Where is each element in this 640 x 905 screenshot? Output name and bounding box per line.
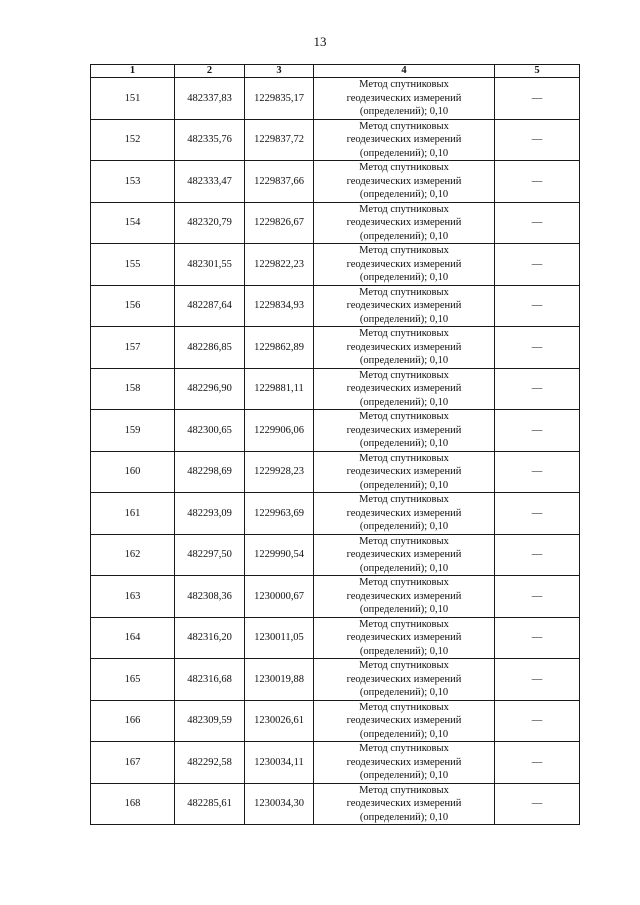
method-text: Метод спутниковых геодезических измерений (определений); 0,10	[346, 245, 462, 283]
note-cell	[495, 285, 580, 327]
y-coordinate-cell: 1230019,88	[245, 659, 314, 701]
point-number-cell: 154	[91, 202, 175, 244]
method-cell	[314, 742, 495, 784]
table-row	[91, 410, 580, 452]
method-cell	[314, 493, 495, 535]
x-coordinate-cell: 482292,58	[175, 742, 245, 784]
y-coordinate-cell: 1230026,61	[245, 700, 314, 742]
y-coordinate-cell: 1229906,06	[245, 410, 314, 452]
method-text: Метод спутниковых геодезических измерений (определений); 0,10	[346, 784, 462, 823]
point-number-cell: 165	[91, 659, 175, 701]
method-cell	[314, 534, 495, 576]
note-cell	[495, 368, 580, 410]
note-text: —	[531, 715, 543, 726]
note-cell	[495, 493, 580, 535]
y-coordinate-cell: 1229928,23	[245, 451, 314, 493]
x-coordinate-cell: 482297,50	[175, 534, 245, 576]
y-coordinate-cell: 1230034,11	[245, 742, 314, 784]
note-text: —	[531, 756, 543, 768]
x-coordinate-cell: 482309,59	[175, 700, 245, 742]
note-text: —	[531, 341, 543, 353]
point-number-cell: 161	[91, 493, 175, 535]
x-coordinate-cell: 482298,69	[175, 451, 245, 493]
x-coordinate-cell: 482335,76	[175, 119, 245, 161]
point-number-cell: 166	[91, 700, 175, 742]
table-row	[91, 327, 580, 369]
note-cell	[495, 202, 580, 244]
note-text: —	[531, 466, 543, 477]
point-number-cell: 155	[91, 244, 175, 286]
page-number: 13	[313, 34, 327, 49]
note-cell	[495, 700, 580, 742]
point-number-cell: 162	[91, 534, 175, 576]
note-text: —	[531, 217, 543, 228]
table-row	[91, 617, 580, 659]
x-coordinate-cell: 482286,85	[175, 327, 245, 369]
table-row	[91, 534, 580, 576]
method-text: Метод спутниковых геодезических измерений (определений); 0,10	[346, 411, 462, 449]
table-row	[91, 742, 580, 784]
note-text: —	[531, 673, 543, 685]
point-number-cell: 151	[91, 78, 175, 120]
method-text: Метод спутниковых геодезических измерений (определений); 0,10	[346, 286, 462, 325]
x-coordinate-cell: 482301,55	[175, 244, 245, 286]
method-text: Метод спутниковых геодезических измерений (определений); 0,10	[346, 701, 462, 740]
note-cell	[495, 119, 580, 161]
method-text: Метод спутниковых геодезических измерений (определений); 0,10	[346, 577, 462, 615]
x-coordinate-cell: 482287,64	[175, 285, 245, 327]
table-row	[91, 119, 580, 161]
y-coordinate-cell: 1229990,54	[245, 534, 314, 576]
table-row	[91, 700, 580, 742]
note-cell	[495, 161, 580, 203]
note-text: —	[531, 175, 543, 187]
x-coordinate-cell: 482308,36	[175, 576, 245, 618]
table-row	[91, 783, 580, 825]
table-row	[91, 576, 580, 618]
note-cell	[495, 534, 580, 576]
point-number-cell: 153	[91, 161, 175, 203]
method-cell	[314, 161, 495, 203]
y-coordinate-cell: 1229822,23	[245, 244, 314, 286]
note-cell	[495, 78, 580, 120]
method-cell	[314, 368, 495, 410]
method-cell	[314, 119, 495, 161]
note-cell	[495, 576, 580, 618]
note-text: —	[531, 507, 543, 519]
method-cell	[314, 285, 495, 327]
note-text: —	[531, 424, 543, 436]
note-cell	[495, 617, 580, 659]
x-coordinate-cell: 482337,83	[175, 78, 245, 120]
point-number-cell: 168	[91, 783, 175, 825]
x-coordinate-cell: 482333,47	[175, 161, 245, 203]
note-text: —	[531, 590, 543, 602]
note-text: —	[531, 300, 543, 311]
point-number-cell: 160	[91, 451, 175, 493]
method-text: Метод спутниковых геодезических измерений (определений); 0,10	[346, 743, 462, 781]
column-header-3: 3	[245, 65, 314, 78]
method-cell	[314, 700, 495, 742]
method-cell	[314, 783, 495, 825]
method-cell	[314, 244, 495, 286]
note-cell	[495, 327, 580, 369]
method-text: Метод спутниковых геодезических измерений (определений); 0,10	[346, 120, 462, 159]
y-coordinate-cell: 1229837,72	[245, 119, 314, 161]
note-cell	[495, 742, 580, 784]
method-cell	[314, 659, 495, 701]
point-number-cell: 157	[91, 327, 175, 369]
column-header-4: 4	[314, 65, 495, 78]
table-header	[91, 65, 580, 78]
method-cell	[314, 451, 495, 493]
x-coordinate-cell: 482316,68	[175, 659, 245, 701]
method-text: Метод спутниковых геодезических измерений (определений); 0,10	[346, 494, 462, 532]
column-header-1: 1	[91, 65, 175, 78]
note-cell	[495, 451, 580, 493]
method-text: Метод спутниковых геодезических измерений (определений); 0,10	[346, 618, 462, 657]
table-row	[91, 244, 580, 286]
method-text: Метод спутниковых геодезических измерений (определений); 0,10	[346, 328, 462, 366]
table-row	[91, 202, 580, 244]
method-cell	[314, 617, 495, 659]
point-number-cell: 163	[91, 576, 175, 618]
note-text: —	[531, 383, 543, 394]
header-row	[91, 65, 580, 78]
method-text: Метод спутниковых геодезических измерений (определений); 0,10	[346, 660, 462, 698]
note-cell	[495, 783, 580, 825]
table-row	[91, 493, 580, 535]
y-coordinate-cell: 1229963,69	[245, 493, 314, 535]
method-text: Метод спутниковых геодезических измерений (определений); 0,10	[346, 162, 462, 200]
point-number-cell: 167	[91, 742, 175, 784]
x-coordinate-cell: 482293,09	[175, 493, 245, 535]
note-text: —	[531, 632, 543, 643]
table-row	[91, 451, 580, 493]
x-coordinate-cell: 482320,79	[175, 202, 245, 244]
method-cell	[314, 410, 495, 452]
method-cell	[314, 78, 495, 120]
method-cell	[314, 202, 495, 244]
x-coordinate-cell: 482296,90	[175, 368, 245, 410]
note-text: —	[531, 798, 543, 809]
note-cell	[495, 244, 580, 286]
table-row	[91, 78, 580, 120]
note-cell	[495, 410, 580, 452]
column-header-5: 5	[495, 65, 580, 78]
note-text: —	[531, 92, 543, 104]
y-coordinate-cell: 1229835,17	[245, 78, 314, 120]
note-text: —	[531, 549, 543, 560]
column-header-2: 2	[175, 65, 245, 78]
point-number-cell: 159	[91, 410, 175, 452]
point-number-cell: 164	[91, 617, 175, 659]
note-text: —	[531, 134, 543, 145]
y-coordinate-cell: 1229837,66	[245, 161, 314, 203]
point-number-cell: 156	[91, 285, 175, 327]
table-body	[91, 78, 580, 825]
note-text: —	[531, 258, 543, 270]
method-cell	[314, 576, 495, 618]
x-coordinate-cell: 482285,61	[175, 783, 245, 825]
method-text: Метод спутниковых геодезических измерений (определений); 0,10	[346, 203, 462, 242]
y-coordinate-cell: 1229834,93	[245, 285, 314, 327]
table-row	[91, 368, 580, 410]
x-coordinate-cell: 482300,65	[175, 410, 245, 452]
method-text: Метод спутниковых геодезических измерений (определений); 0,10	[346, 452, 462, 491]
method-text: Метод спутниковых геодезических измерений (определений); 0,10	[346, 79, 462, 117]
point-number-cell: 152	[91, 119, 175, 161]
point-number-cell: 158	[91, 368, 175, 410]
y-coordinate-cell: 1230011,05	[245, 617, 314, 659]
table-row	[91, 161, 580, 203]
y-coordinate-cell: 1229862,89	[245, 327, 314, 369]
method-text: Метод спутниковых геодезических измерений (определений); 0,10	[346, 369, 462, 408]
y-coordinate-cell: 1229826,67	[245, 202, 314, 244]
y-coordinate-cell: 1229881,11	[245, 368, 314, 410]
table-row	[91, 659, 580, 701]
method-cell	[314, 327, 495, 369]
note-cell	[495, 659, 580, 701]
coordinates-table	[90, 64, 580, 825]
method-text: Метод спутниковых геодезических измерений (определений); 0,10	[346, 535, 462, 574]
y-coordinate-cell: 1230000,67	[245, 576, 314, 618]
table-row	[91, 285, 580, 327]
y-coordinate-cell: 1230034,30	[245, 783, 314, 825]
x-coordinate-cell: 482316,20	[175, 617, 245, 659]
